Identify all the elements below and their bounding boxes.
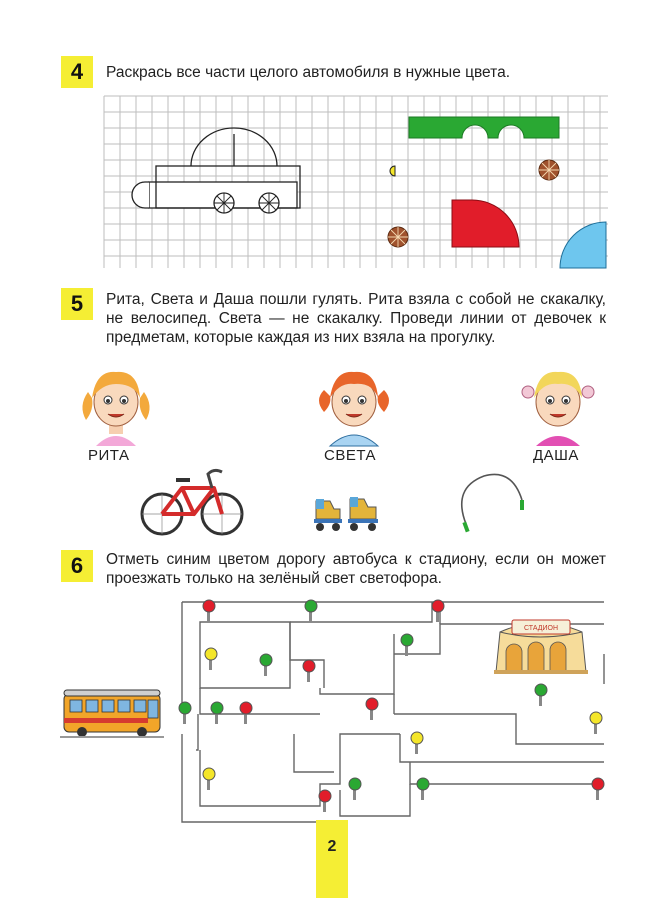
traffic-light[interactable] bbox=[417, 778, 429, 800]
traffic-light[interactable] bbox=[260, 654, 272, 676]
task-5-text: Рита, Света и Даша пошли гулять. Рита взяла с собой не скакалку, не велосипед. Света — не скакалку. Проведи линии от девочек к предметам, которые каждая из них взяла на прогулку. bbox=[106, 291, 606, 346]
task-4-text: Раскрась все части целого автомобиля в нужные цвета. bbox=[106, 64, 511, 81]
page-number bbox=[316, 820, 348, 898]
red-piece[interactable] bbox=[452, 200, 519, 247]
roller-skates[interactable] bbox=[310, 493, 384, 533]
traffic-light[interactable] bbox=[401, 634, 413, 656]
traffic-light[interactable] bbox=[179, 702, 191, 724]
girl-name-dasha: ДАША bbox=[533, 447, 579, 464]
task-5-number: 5 bbox=[61, 288, 93, 320]
traffic-light[interactable] bbox=[305, 600, 317, 622]
traffic-light[interactable] bbox=[590, 712, 602, 734]
task-6-text: Отметь синим цветом дорогу автобуса к стадиону, если он может проезжать только на зелёный свет светофора. bbox=[106, 551, 606, 587]
jump-rope[interactable] bbox=[454, 470, 530, 536]
traffic-light[interactable] bbox=[535, 684, 547, 706]
brown-wheel-1[interactable] bbox=[539, 160, 559, 180]
task-4-number: 4 bbox=[61, 56, 93, 88]
traffic-light[interactable] bbox=[205, 648, 217, 670]
traffic-light[interactable] bbox=[303, 660, 315, 682]
girl-sveta[interactable] bbox=[312, 362, 396, 446]
car-grid-figure[interactable] bbox=[104, 96, 608, 268]
traffic-light[interactable] bbox=[203, 600, 215, 622]
stadium[interactable] bbox=[494, 620, 588, 674]
traffic-light[interactable] bbox=[432, 600, 444, 622]
traffic-light[interactable] bbox=[411, 732, 423, 754]
bus[interactable] bbox=[60, 690, 164, 738]
girl-rita[interactable] bbox=[74, 362, 158, 446]
girl-dasha[interactable] bbox=[516, 362, 600, 446]
traffic-light[interactable] bbox=[366, 698, 378, 720]
stadium-sign: СТАДИОН bbox=[523, 625, 559, 632]
bicycle[interactable] bbox=[140, 466, 244, 538]
traffic-light[interactable] bbox=[592, 778, 604, 800]
traffic-light[interactable] bbox=[319, 790, 331, 812]
girl-name-rita: РИТА bbox=[88, 447, 130, 464]
blue-piece[interactable] bbox=[560, 222, 606, 268]
traffic-light[interactable] bbox=[203, 768, 215, 790]
page-number-text: 2 bbox=[327, 838, 337, 855]
road-map[interactable] bbox=[0, 594, 650, 824]
brown-wheel-2[interactable] bbox=[388, 227, 408, 247]
green-piece[interactable] bbox=[409, 117, 559, 138]
traffic-light[interactable] bbox=[211, 702, 223, 724]
traffic-light[interactable] bbox=[349, 778, 361, 800]
traffic-light[interactable] bbox=[240, 702, 252, 724]
yellow-piece[interactable] bbox=[390, 166, 395, 176]
task-6-number: 6 bbox=[61, 550, 93, 582]
girl-name-sveta: СВЕТА bbox=[324, 447, 377, 464]
